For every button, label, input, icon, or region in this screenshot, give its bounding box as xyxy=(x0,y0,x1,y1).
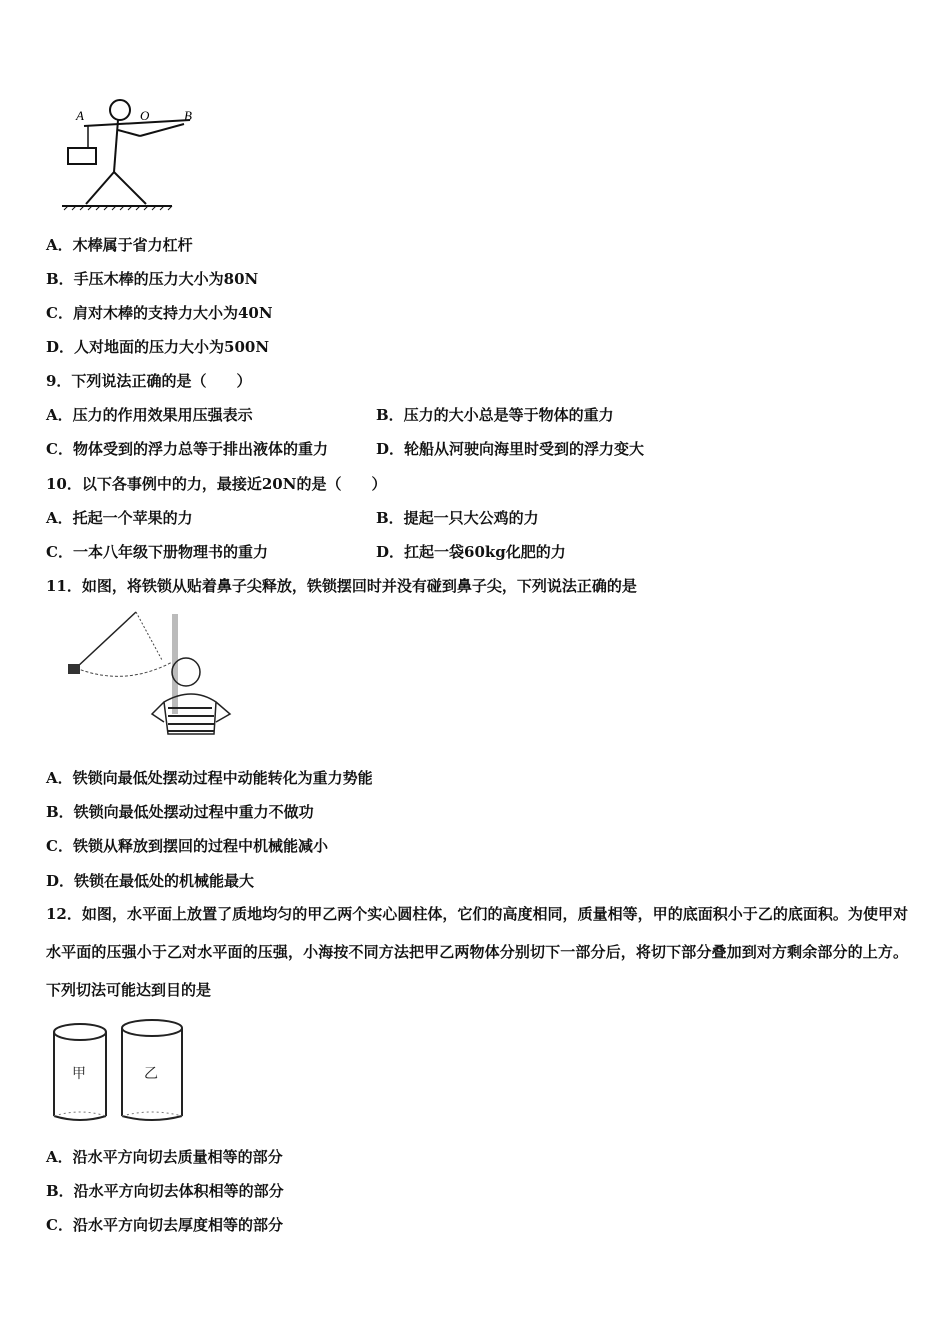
q9-option-d: D．轮船从河驶向海里时受到的浮力变大 xyxy=(376,440,645,458)
q8-option-a: A．木棒属于省力杠杆 xyxy=(46,236,193,254)
q9-option-b: B．压力的大小总是等于物体的重力 xyxy=(376,406,614,424)
q11-option-c: C．铁锁从释放到摆回的过程中机械能减小 xyxy=(46,837,328,855)
q10-option-a: A．托起一个苹果的力 xyxy=(46,509,193,527)
label-a: A xyxy=(76,108,84,123)
label-jia: 甲 xyxy=(72,1066,86,1082)
q10-option-c: C．一本八年级下册物理书的重力 xyxy=(46,543,268,561)
pendulum-figure xyxy=(46,610,246,740)
q11-option-b: B．铁锁向最低处摆动过程中重力不做功 xyxy=(46,803,314,821)
label-b: B xyxy=(184,108,192,123)
q12-stem: 12．如图，水平面上放置了质地均匀的甲乙两个实心圆柱体，它们的高度相同，质量相等，甲的底面积小于乙的底面积。为使甲对水平面的压强小于乙对水平面的压强，小海按不同方法把甲乙两物体分别切下一部分后，将切下部分叠加到对方剩余部分的上方。下列切法可能达到目的是 xyxy=(46,905,908,999)
q10-option-b: B．提起一只大公鸡的力 xyxy=(376,509,539,527)
q8-option-d: D．人对地面的压力大小为500N xyxy=(46,338,270,356)
q10-option-d: D．扛起一袋60kg化肥的力 xyxy=(376,543,566,561)
q9-option-a: A．压力的作用效果用压强表示 xyxy=(46,406,253,424)
q8-option-c: C．肩对木棒的支持力大小为40N xyxy=(46,304,273,322)
q8-option-b: B．手压木棒的压力大小为80N xyxy=(46,270,259,288)
q12-option-a: A．沿水平方向切去质量相等的部分 xyxy=(46,1148,283,1166)
q9-stem: 9．下列说法正确的是（ ） xyxy=(46,372,252,390)
q10-stem: 10．以下各事例中的力，最接近20N的是（ ） xyxy=(46,475,387,493)
q12-option-b: B．沿水平方向切去体积相等的部分 xyxy=(46,1182,284,1200)
q11-option-d: D．铁锁在最低处的机械能最大 xyxy=(46,872,255,890)
cylinders-figure xyxy=(46,1012,196,1126)
q11-option-a: A．铁锁向最低处摆动过程中动能转化为重力势能 xyxy=(46,769,373,787)
lever-figure xyxy=(60,96,210,212)
label-o: O xyxy=(140,108,150,123)
q11-stem: 11．如图，将铁锁从贴着鼻子尖释放，铁锁摆回时并没有碰到鼻子尖，下列说法正确的是 xyxy=(46,577,637,595)
q12-option-c: C．沿水平方向切去厚度相等的部分 xyxy=(46,1216,283,1234)
q9-option-c: C．物体受到的浮力总等于排出液体的重力 xyxy=(46,440,328,458)
label-yi: 乙 xyxy=(144,1066,158,1082)
